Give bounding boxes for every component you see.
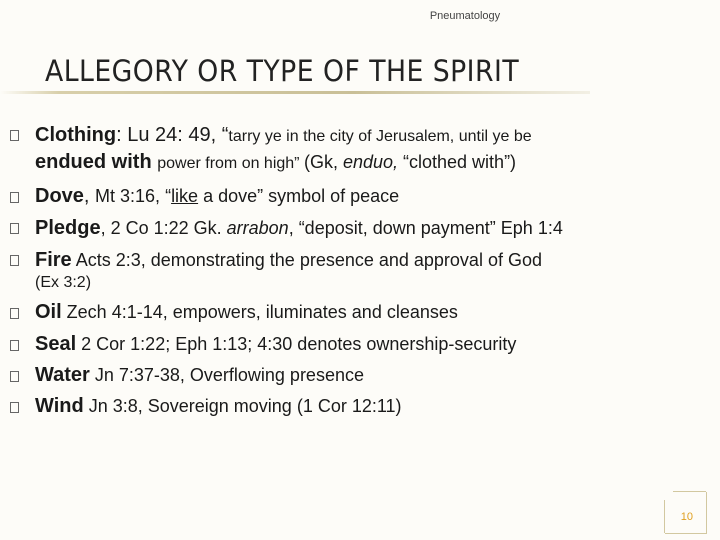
list-item-dove [35,185,399,208]
item-term: Dove [35,185,84,207]
list-item-clothing-cont [35,151,516,174]
bullet-icon [10,223,19,234]
list-item-pledge [35,217,563,240]
item-term: Seal [35,333,77,355]
bullet-icon [10,340,19,351]
item-term: Wind [35,395,84,417]
list-item-fire-cont: (Ex 3:2) [35,274,92,291]
slide-header: Pneumatology [429,10,501,22]
item-term: Oil [35,301,62,323]
item-text: a dove” symbol of peace [198,186,400,206]
item-text: 2 Cor 1:22; Eph 1:13; 4:30 denotes ownership-security [76,334,517,354]
item-text: arrabon [226,218,289,238]
bullet-icon [10,255,19,266]
bullet-icon [10,130,19,141]
item-text: endued with [35,151,158,173]
item-text: , 2 Co 1:22 Gk. [100,218,227,238]
item-text: “clothed with”) [398,152,517,172]
item-text: enduo, [342,152,399,172]
page-number: 10 [680,511,693,523]
list-item-clothing [35,124,532,147]
list-item-wind [35,395,402,418]
bullet-icon [10,308,19,319]
item-term: Fire [35,249,72,271]
item-text: Mt 3:16, “ [95,186,172,206]
slide-title: ALLEGORY OR TYPE OF THE SPIRIT [45,54,520,88]
item-text: Jn 7:37-38, Overflowing presence [89,365,364,385]
list-item-oil [35,301,458,324]
item-text: : Lu 24: 49, “ [116,124,229,146]
item-text: , “deposit, down payment” Eph 1:4 [288,218,563,238]
item-text: power from on high” [157,155,304,172]
title-underline [0,91,590,94]
list-item-water [35,364,364,387]
item-term: Pledge [35,217,101,239]
list-item-seal [35,333,516,356]
item-term: Clothing [35,124,117,146]
item-term: Water [35,364,90,386]
item-text: Zech 4:1-14, empowers, iluminates and cleanses [61,302,458,322]
item-text: like [171,186,199,206]
item-text: tarry ye in the city of Jerusalem, until ye be [228,128,532,145]
bullet-icon [10,402,19,413]
item-text: Acts 2:3, demonstrating the presence and approval of God [71,250,542,270]
item-text: , [83,185,96,207]
item-text: Jn 3:8, Sovereign moving (1 Cor 12:11) [83,396,402,416]
bullet-icon [10,192,19,203]
list-item-fire [35,249,542,272]
item-text: (Gk, [303,152,343,172]
bullet-icon [10,371,19,382]
